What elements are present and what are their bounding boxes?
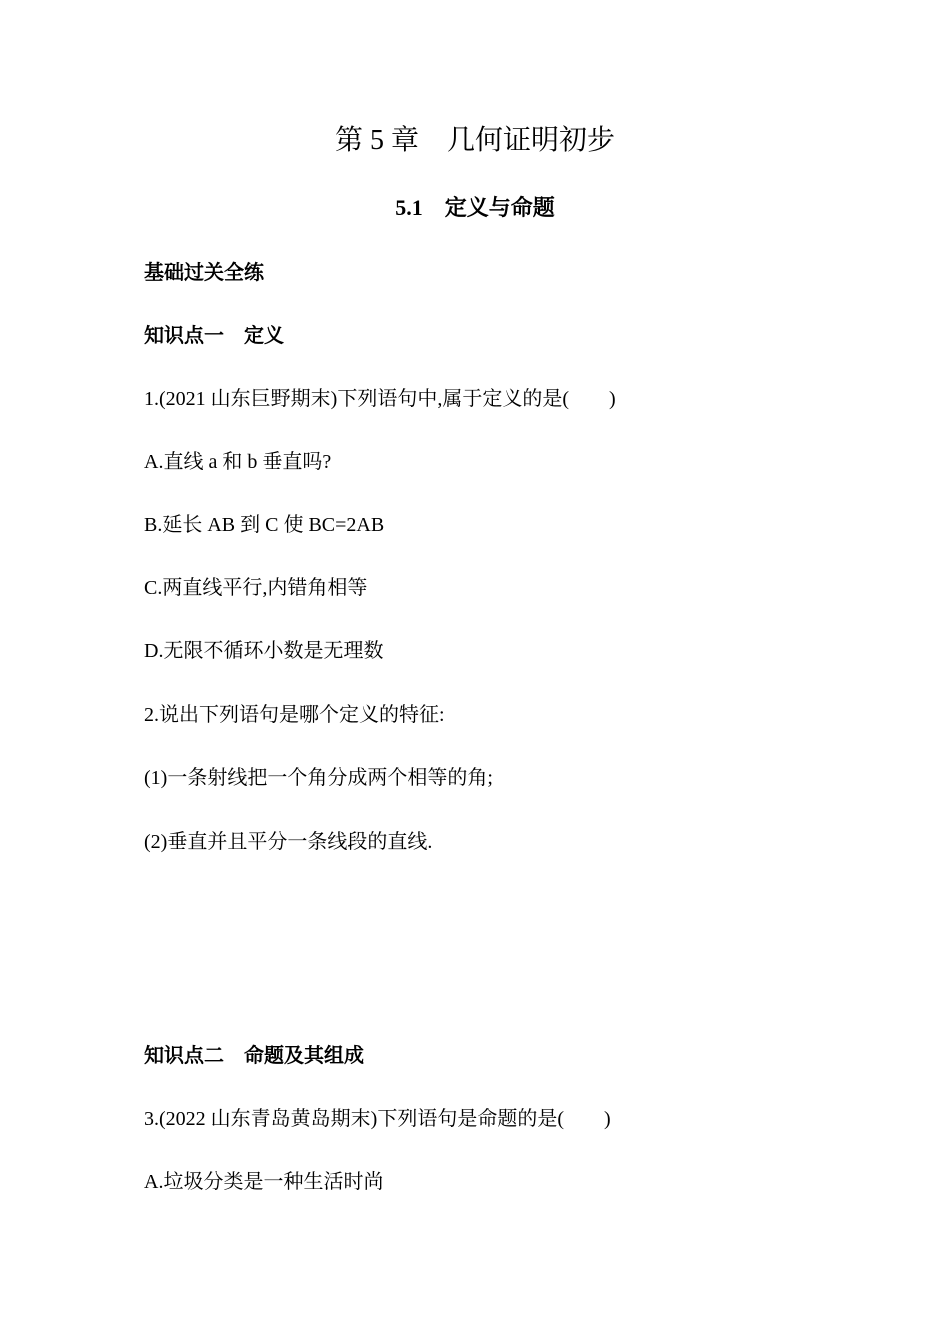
question-1-option-a: A.直线 a 和 b 垂直吗? — [144, 451, 332, 473]
knowledge-point-heading-1: 知识点一 定义 — [144, 325, 284, 347]
practice-heading: 基础过关全练 — [144, 262, 264, 284]
chapter-title: 第 5 章 几何证明初步 — [334, 125, 615, 156]
question-2-stem: 2.说出下列语句是哪个定义的特征: — [144, 704, 445, 726]
section-title: 5.1 定义与命题 — [395, 195, 555, 220]
question-2-part-1: (1)一条射线把一个角分成两个相等的角; — [144, 767, 493, 789]
question-1-option-d: D.无限不循环小数是无理数 — [144, 640, 384, 662]
question-1-option-c: C.两直线平行,内错角相等 — [144, 577, 368, 599]
question-3-stem: 3.(2022 山东青岛黄岛期末)下列语句是命题的是( ) — [144, 1108, 611, 1130]
question-3-option-a: A.垃圾分类是一种生活时尚 — [144, 1171, 384, 1193]
question-2-part-2: (2)垂直并且平分一条线段的直线. — [144, 831, 433, 853]
question-1-option-b: B.延长 AB 到 C 使 BC=2AB — [144, 514, 385, 536]
question-1-stem: 1.(2021 山东巨野期末)下列语句中,属于定义的是( ) — [144, 388, 616, 410]
knowledge-point-heading-2: 知识点二 命题及其组成 — [144, 1045, 364, 1067]
